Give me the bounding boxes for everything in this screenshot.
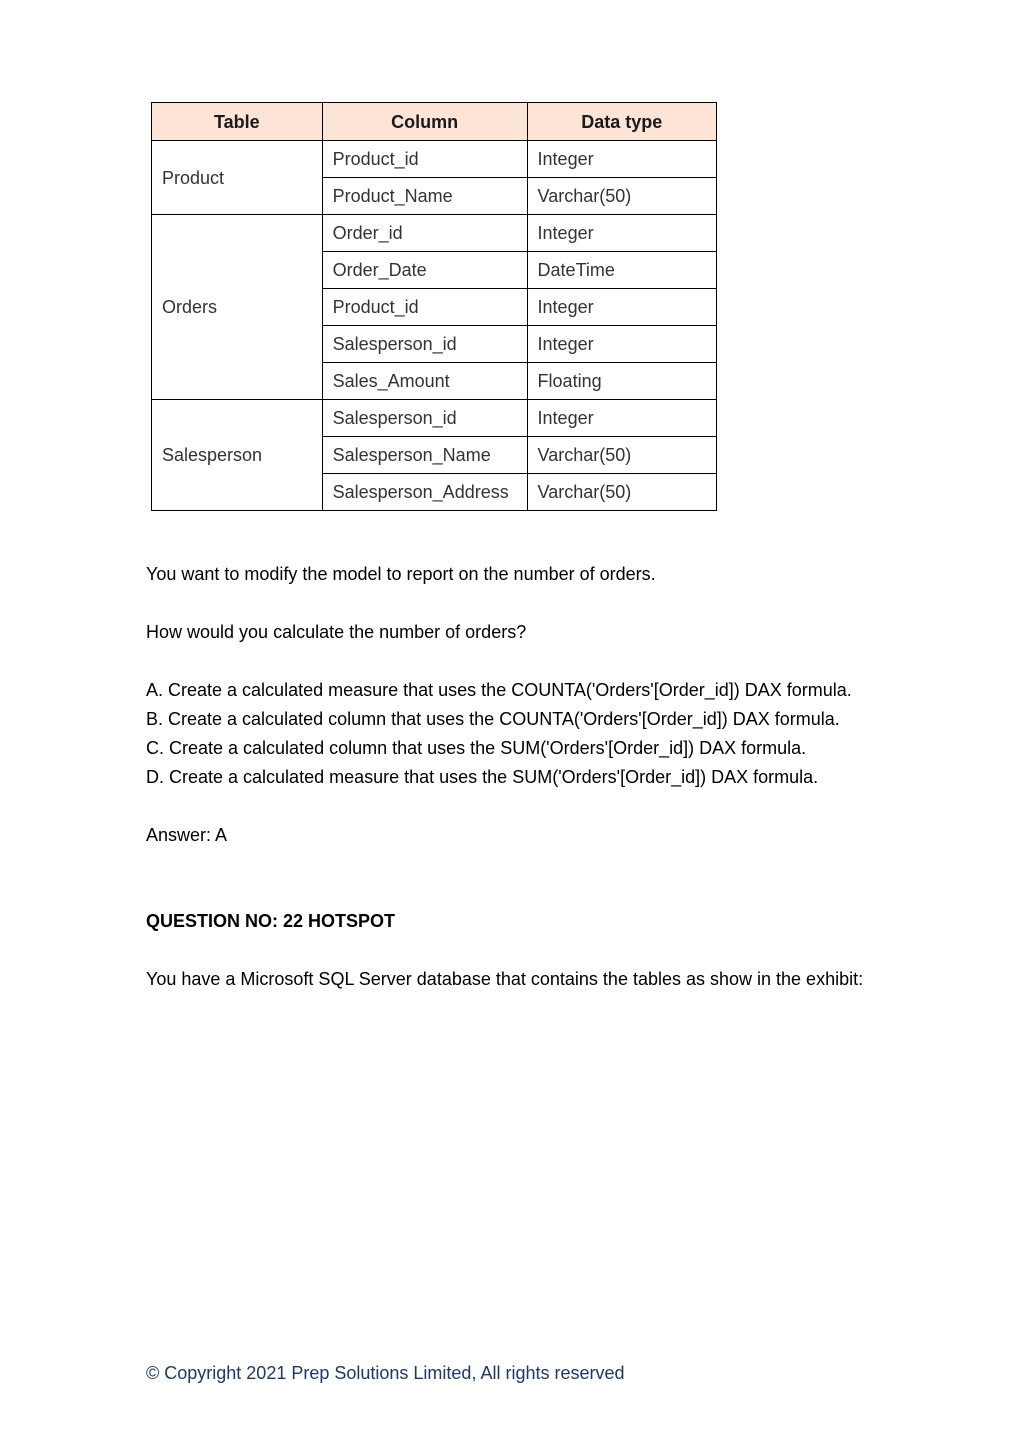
table-name-cell: Product bbox=[152, 141, 323, 215]
copyright-footer: © Copyright 2021 Prep Solutions Limited, All rights reserved bbox=[146, 1363, 625, 1383]
type-cell: Floating bbox=[527, 363, 716, 400]
column-cell: Salesperson_Address bbox=[322, 474, 527, 511]
column-cell: Product_id bbox=[322, 141, 527, 178]
header-table: Table bbox=[152, 103, 323, 141]
column-cell: Salesperson_id bbox=[322, 400, 527, 437]
option-a: A. Create a calculated measure that uses the COUNTA('Orders'[Order_id]) DAX formula. bbox=[146, 680, 852, 700]
type-cell: Integer bbox=[527, 215, 716, 252]
table-name-cell: Salesperson bbox=[152, 400, 323, 511]
type-cell: Varchar(50) bbox=[527, 178, 716, 215]
column-cell: Order_id bbox=[322, 215, 527, 252]
type-cell: Integer bbox=[527, 326, 716, 363]
question-intro: You want to modify the model to report on the number of orders. bbox=[146, 564, 656, 584]
option-b: B. Create a calculated column that uses the COUNTA('Orders'[Order_id]) DAX formula. bbox=[146, 709, 840, 729]
table-name-cell: Orders bbox=[152, 215, 323, 400]
option-c: C. Create a calculated column that uses the SUM('Orders'[Order_id]) DAX formula. bbox=[146, 738, 807, 758]
column-cell: Salesperson_Name bbox=[322, 437, 527, 474]
type-cell: Varchar(50) bbox=[527, 437, 716, 474]
type-cell: DateTime bbox=[527, 252, 716, 289]
column-cell: Product_Name bbox=[322, 178, 527, 215]
option-d: D. Create a calculated measure that uses the SUM('Orders'[Order_id]) DAX formula. bbox=[146, 767, 819, 787]
table-row bbox=[152, 141, 717, 178]
table-row bbox=[152, 215, 717, 252]
table-row bbox=[152, 400, 717, 437]
schema-table bbox=[151, 102, 717, 511]
question-heading: QUESTION NO: 22 HOTSPOT bbox=[146, 911, 396, 931]
question-body: You have a Microsoft SQL Server database that contains the tables as show in the exhibit: bbox=[146, 969, 864, 989]
column-cell: Salesperson_id bbox=[322, 326, 527, 363]
column-cell: Product_id bbox=[322, 289, 527, 326]
type-cell: Integer bbox=[527, 289, 716, 326]
column-cell: Sales_Amount bbox=[322, 363, 527, 400]
header-data-type: Data type bbox=[527, 103, 716, 141]
type-cell: Varchar(50) bbox=[527, 474, 716, 511]
table-header-row bbox=[152, 103, 717, 141]
column-cell: Order_Date bbox=[322, 252, 527, 289]
type-cell: Integer bbox=[527, 141, 716, 178]
header-column: Column bbox=[322, 103, 527, 141]
answer-text: Answer: A bbox=[146, 825, 228, 845]
type-cell: Integer bbox=[527, 400, 716, 437]
question-text: How would you calculate the number of orders? bbox=[146, 622, 527, 642]
